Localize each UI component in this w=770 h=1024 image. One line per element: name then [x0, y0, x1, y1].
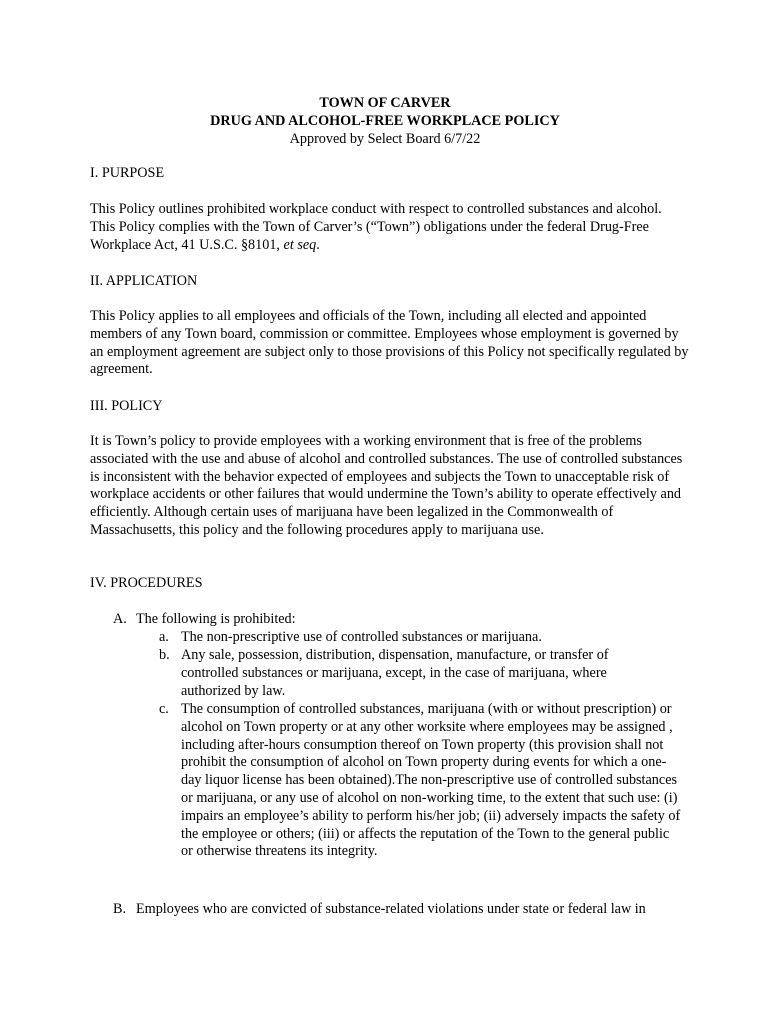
purpose-heading: I. PURPOSE [90, 165, 165, 181]
procedure-item-b-marker: B. [113, 901, 127, 917]
sub-item-b-text: Any sale, possession, distribution, dispensation, manufacture, or transfer of controlled substances or marijuana, except, in the case of marijuana, where authorized by law. [181, 647, 609, 699]
procedure-item-a-text: The following is prohibited: [136, 611, 296, 627]
purpose-body [90, 201, 690, 254]
policy-body: It is Town’s policy to provide employees with a working environment that is free of the problems associated with the use and abuse of alcohol and controlled substances. The use of controlled substances is inconsistent with the behavior expected of employees and subjects the Town to unacceptable risk of workplace accidents or other failures that would undermine the Town’s ability to operate effectively and efficiently. Although certain uses of marijuana have been legalized in the Commonwealth of Massachusetts, this policy and the following procedures apply to marijuana use. [90, 433, 683, 538]
application-body: This Policy applies to all employees and officials of the Town, including all elected and appointed members of any Town board, commission or committee. Employees whose employment is governed by an employment agreement are subject only to those provisions of this Policy not specifically regulated by agreement. [90, 308, 689, 378]
application-heading: II. APPLICATION [90, 273, 198, 289]
procedures-heading: IV. PROCEDURES [90, 575, 203, 591]
sub-item-b-marker: b. [159, 647, 170, 663]
approval-line: Approved by Select Board 6/7/22 [289, 130, 481, 147]
procedure-item-a-marker: A. [113, 611, 127, 627]
purpose-body-end: . [316, 236, 320, 253]
policy-heading: III. POLICY [90, 398, 163, 414]
sub-item-a-marker: a. [159, 629, 169, 645]
policy-title: DRUG AND ALCOHOL-FREE WORKPLACE POLICY [210, 112, 560, 129]
document-header [0, 95, 770, 148]
sub-item-a-text: The non-prescriptive use of controlled substances or marijuana. [181, 629, 542, 645]
sub-item-c-text: The consumption of controlled substances, marijuana (with or without prescription) or alcohol on Town property or at any other worksite where employees may be assigned , including after-hours consumption thereof on Town property (this provision shall not prohibit the consumption of alcohol on Town property during events for which a one-day liquor license has been obtained).The non-prescriptive use of controlled substances or marijuana, or any use of alcohol on non-working time, to the extent that such use: (i) impairs an employee’s ability to perform his/her job; (ii) adversely impacts the safety of the employee or others; (iii) or affects the reputation of the Town to the general public or otherwise threatens its integrity. [181, 701, 681, 860]
sub-item-c-marker: c. [159, 701, 169, 717]
town-name: TOWN OF CARVER [319, 95, 451, 111]
purpose-body-italic: et seq [283, 236, 317, 253]
procedure-item-b-text: Employees who are convicted of substance-related violations under state or federal law in [136, 901, 646, 917]
purpose-body-text: This Policy outlines prohibited workplace conduct with respect to controlled substances and alcohol. This Policy complies with the Town of Carver’s (“Town”) obligations under the federal Drug-Free Workplace Act, 41 U.S.C. §8101, [90, 201, 662, 253]
